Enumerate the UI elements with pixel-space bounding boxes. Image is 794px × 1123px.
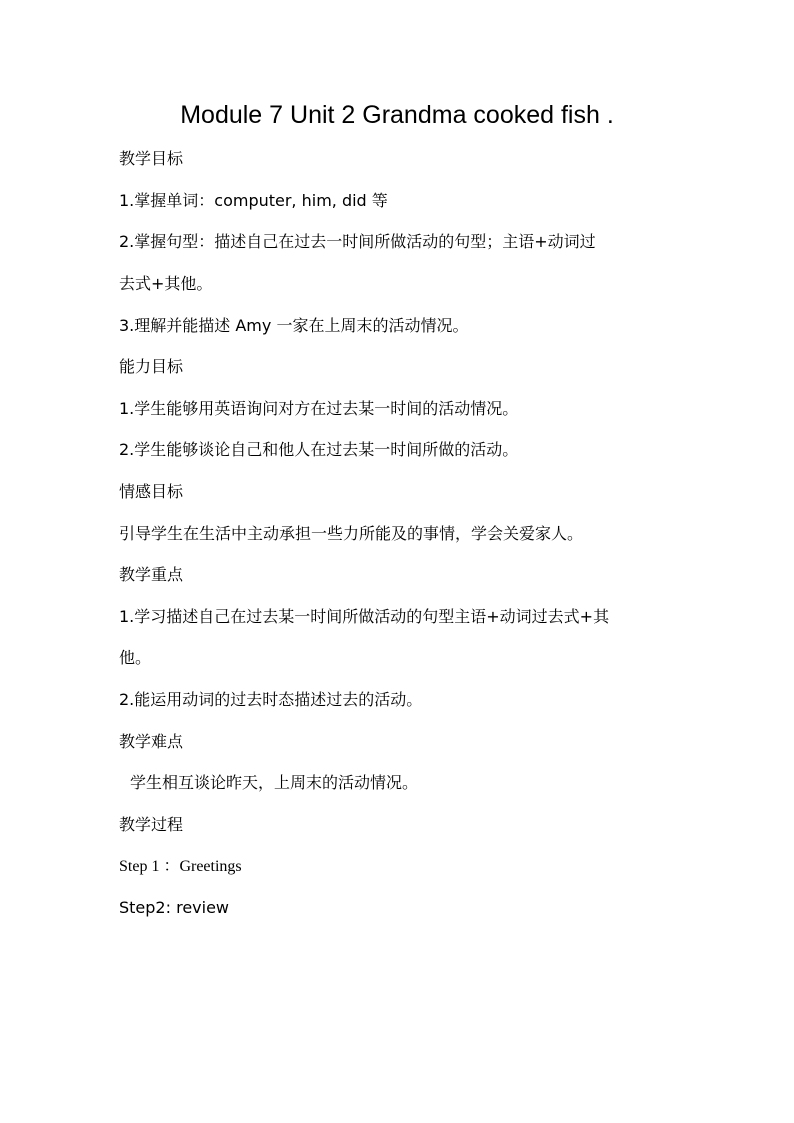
heading-teaching-objectives: 教学目标: [119, 149, 184, 168]
heading-emotional-objectives: 情感目标: [119, 482, 184, 501]
emotional-line: 引导学生在生活中主动承担一些力所能及的事情，学会关爱家人。: [119, 524, 584, 543]
objective-line-1: 1.掌握单词：computer, him, did 等: [119, 191, 388, 210]
key-point-line-1: 1.学习描述自己在过去某一时间所做活动的句型主语+动词过去式+其: [119, 607, 610, 626]
ability-line-2: 2.学生能够谈论自己和他人在过去某一时间所做的活动。: [119, 440, 519, 459]
objective-line-3: 3.理解并能描述 Amy 一家在上周末的活动情况。: [119, 316, 469, 335]
ability-line-1: 1.学生能够用英语询问对方在过去某一时间的活动情况。: [119, 399, 519, 418]
key-point-line-1-cont: 他。: [119, 648, 152, 667]
objective-line-2-cont: 去式+其他。: [119, 274, 213, 293]
step-1-greetings: Step 1 ：Greetings: [119, 858, 242, 875]
heading-teaching-process: 教学过程: [119, 815, 184, 834]
key-point-line-2: 2.能运用动词的过去时态描述过去的活动。: [119, 690, 423, 709]
step-2-review: Step2: review: [119, 898, 229, 917]
heading-ability-objectives: 能力目标: [119, 357, 184, 376]
heading-difficult-points: 教学难点: [119, 732, 184, 751]
objective-line-2: 2.掌握句型：描述自己在过去一时间所做活动的句型；主语+动词过: [119, 232, 596, 251]
difficult-point-line: 学生相互谈论昨天，上周末的活动情况。: [130, 773, 419, 792]
document-title: Module 7 Unit 2 Grandma cooked fish .: [180, 101, 614, 129]
heading-key-points: 教学重点: [119, 565, 184, 584]
